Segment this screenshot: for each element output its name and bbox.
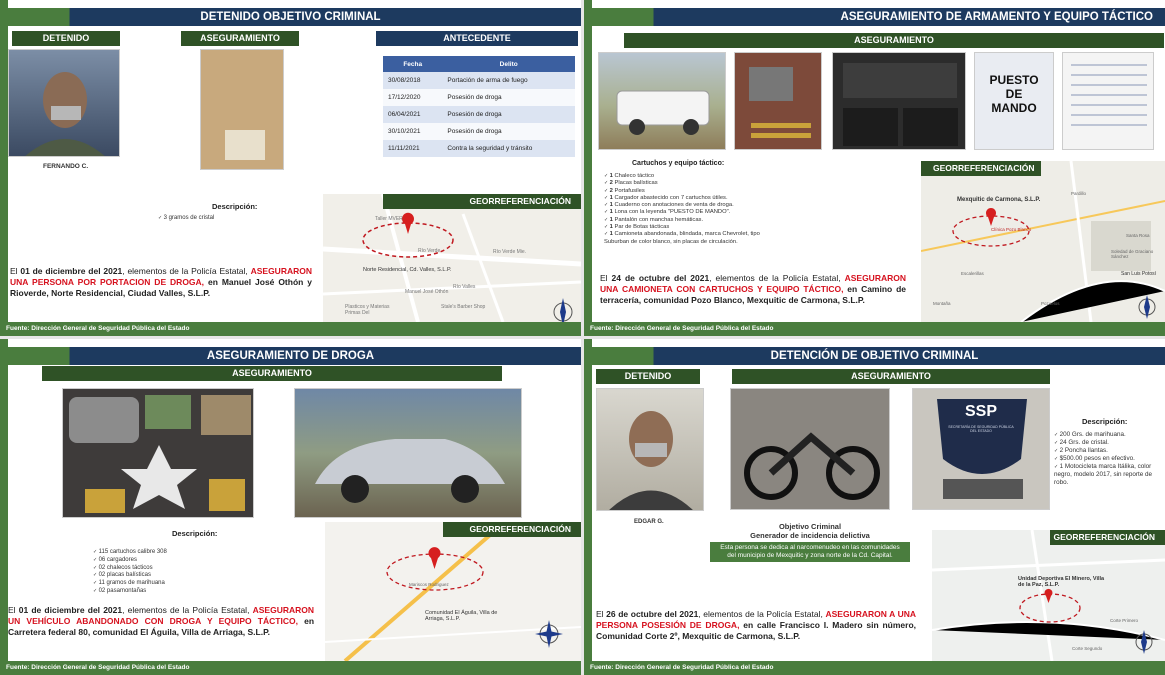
map-place: Stale's Barber Shop: [441, 304, 486, 310]
aseguramiento-label: ASEGURAMIENTO: [181, 31, 299, 46]
map-street: Manuel José Othón: [405, 289, 449, 295]
slide-title: ASEGURAMIENTO DE DROGA: [0, 347, 581, 365]
slide-droga: [0, 339, 581, 675]
footer-source: Fuente: Dirección General de Seguridad Pública del Estado: [0, 322, 581, 336]
footer-source: Fuente: Dirección General de Seguridad Pública del Estado: [584, 322, 1165, 336]
table-row: 06/04/2021 Posesión de droga: [383, 106, 575, 123]
map-pin-label: Clínica Pozo Blanco: [991, 227, 1032, 232]
notebook-photo: [1062, 52, 1154, 150]
map-street: Río Verde: [418, 248, 441, 254]
badge-text: SSP: [964, 403, 997, 420]
motorcycle-photo: [730, 388, 890, 510]
table-row: 30/08/2018 Portación de arma de fuego: [383, 72, 575, 89]
side-bar: [0, 339, 8, 675]
narrative: El 01 de diciembre del 2021, elementos de la Policía Estatal, ASEGURARON UNA PERSONA POR PORTACION DE DROGA, en Manuel José Othón y Rioverde, Norte Residencial, Ciudad Valles, S.L.P.: [10, 266, 312, 298]
map: [921, 161, 1165, 322]
desc-title: Descripción:: [1082, 417, 1128, 426]
desc-title: Descripción:: [172, 529, 218, 538]
map-place: Pardillo: [1071, 191, 1087, 196]
desc-list: ✓ 200 Grs. de marihuana. ✓ 24 Grs. de cristal. ✓ 2 Poncha llantas. ✓ $500.00 pesos en efectivo. ✓ 1 Motocicleta marca Itálika, color negro, modelo 2017, sin reporte de robo.: [1054, 431, 1160, 487]
obj-subtitle: Generador de incidencia delictiva: [750, 530, 870, 540]
side-bar: [584, 0, 592, 336]
obj-title: Objetivo Criminal: [778, 522, 842, 531]
desc-list: ✓ 3 gramos de cristal: [158, 215, 214, 223]
geo-label: GEORREFERENCIACIÓN: [1050, 530, 1165, 545]
map-place: Plasticos y Materias Primas Del: [345, 304, 390, 316]
map-label: Comunidad El Águila, Villa de Arriaga, S.L.P.: [425, 610, 498, 622]
slide-detencion: [584, 339, 1165, 675]
slide-armamento: [584, 0, 1165, 336]
slide-title: DETENIDO OBJETIVO CRIMINAL: [0, 8, 581, 26]
side-bar: [0, 0, 8, 336]
banner-text: PUESTO DE MANDO: [989, 73, 1039, 115]
detenido-label: DETENIDO: [596, 369, 700, 384]
map: [325, 522, 581, 661]
side-bar: [584, 339, 592, 675]
detainee-photo: [8, 49, 120, 157]
map-place: Corte Segundo: [1072, 646, 1103, 651]
footer-source: Fuente: Dirección General de Seguridad Pública del Estado: [584, 661, 1165, 675]
badge-subtitle: SECRETARÍA DE SEGURIDAD PÚBLICA DEL ESTADO: [948, 425, 1014, 433]
seized-package-photo: [200, 49, 284, 170]
map: [323, 194, 581, 322]
narrative: El 01 de diciembre del 2021, elementos de la Policía Estatal, ASEGURARON UN VEHÍCULO ABANDONADO CON DROGA Y EQUIPO TÁCTICO, en Carretera federal 80, comunidad El Águila, Villa de Arriaga, S.L.P.: [8, 605, 315, 637]
aseguramiento-label: ASEGURAMIENTO: [732, 369, 1050, 384]
map-place: Escalerillas: [961, 271, 984, 276]
col-fecha: Fecha: [383, 56, 442, 72]
detainee-photo: [596, 388, 704, 511]
slide-title: ASEGURAMIENTO DE ARMAMENTO Y EQUIPO TÁCTICO: [584, 8, 1165, 26]
car-photo: [294, 388, 522, 518]
map-label: Norte Residencial, Cd. Valles, S.L.P.: [363, 267, 452, 273]
antecedente-label: ANTECEDENTE: [376, 31, 578, 46]
map-street: Río Valles: [453, 284, 476, 290]
geo-label: GEORREFERENCIACIÓN: [443, 522, 581, 537]
cartridges-photo: [734, 52, 822, 150]
map-street: Río Verde Mie.: [493, 249, 527, 255]
aseguramiento-label: ASEGURAMIENTO: [624, 33, 1164, 48]
banner-photo: [974, 52, 1054, 150]
slide-detenido-objetivo: [0, 0, 581, 336]
truck-photo: [598, 52, 726, 150]
map-place: San Luis Potosí: [1121, 271, 1157, 277]
table-row: 17/12/2020 Posesión de droga: [383, 89, 575, 106]
detainee-name: EDGAR G.: [634, 519, 664, 525]
vests-photo: [832, 52, 966, 150]
map-place: Taller MVER: [375, 216, 403, 222]
narrative: El 26 de octubre del 2021, elementos de la Policía Estatal, ASEGURARON A UNA PERSONA POSESIÓN DE DROGA, en calle Francisco I. Madero sin número, Comunidad Corte 2º, Mexquitic de Carmona, S.L.P.: [596, 609, 917, 641]
aseguramiento-label: ASEGURAMIENTO: [42, 366, 502, 381]
map-place: Corte Primero: [1110, 618, 1139, 623]
footer-source: Fuente: Dirección General de Seguridad Pública del Estado: [0, 661, 581, 675]
desc-list: ✓ 115 cartuchos calibre 308 ✓ 06 cargadores ✓ 02 chalecos tácticos ✓ 02 placas balísticas ✓ 11 gramos de marihuana ✓ 02 pasamontañas: [93, 549, 167, 596]
col-delito: Delito: [442, 56, 575, 72]
geo-label: GEORREFERENCIACIÓN: [921, 161, 1041, 176]
map-place: Montaña: [933, 301, 951, 306]
desc-title: Descripción:: [212, 202, 258, 211]
desc-title: Cartuchos y equipo táctico:: [632, 160, 725, 167]
map: [932, 530, 1165, 661]
seized-items-photo: [62, 388, 254, 518]
map-label: Unidad Deportiva El Minero, Villa de la Paz, S.L.P.: [1018, 576, 1105, 588]
map-label: Mexquitic de Carmona, S.L.P.: [957, 197, 1041, 203]
map-place: Santa Rosa: [1126, 233, 1150, 238]
map-place: Soledad de Graciano Sánchez: [1111, 249, 1154, 259]
detainee-name: FERNANDO C.: [43, 163, 89, 170]
obj-text: Esta persona se dedica al narcomenudeo en las comunidades del municipio de Mexquitic y zona norte de la Cd. Capital.: [710, 542, 910, 562]
narrative: El 24 de octubre del 2021, elementos de la Policía Estatal, ASEGURARON UNA CAMIONETA CON CARTUCHOS Y EQUIPO TÁCTICO, en Camino de terracería, comunidad Pozo Blanco, Mexquitic de Carmona, S.L.P.: [600, 273, 906, 305]
seized-items-photo: [912, 388, 1050, 510]
detenido-label: DETENIDO: [12, 31, 120, 46]
antecedentes-table: [383, 56, 575, 157]
slide-title: DETENCIÓN DE OBJETIVO CRIMINAL: [584, 347, 1165, 365]
geo-label: GEORREFERENCIACIÓN: [383, 194, 581, 209]
table-row: 11/11/2021 Contra la seguridad y tránsito: [383, 140, 575, 157]
table-row: 30/10/2021 Posesión de droga: [383, 123, 575, 140]
map-place: Pozuelos: [1041, 301, 1060, 306]
map-pin-label: Mariscos Rodriguez: [409, 582, 449, 587]
desc-list: ✓ 1 Chaleco táctico ✓ 2 Placas balísticas ✓ 2 Portafusiles ✓ 1 Cargador abastecido con 7 cartuchos útiles. ✓ 1 Cuaderno con anotaciones de venta de droga. ✓ 1 Lona con la leyenda "PUESTO DE MANDO". ✓ 1 Pantalón con manchas hemáticas. ✓ 1 Par de Botas tácticas ✓ 1 Camioneta abandonada, blindada, marca Chevrolet, tipo Suburban de color blanco, sin placas de circulación.: [604, 173, 784, 246]
objetivo-criminal-box: [710, 523, 910, 562]
